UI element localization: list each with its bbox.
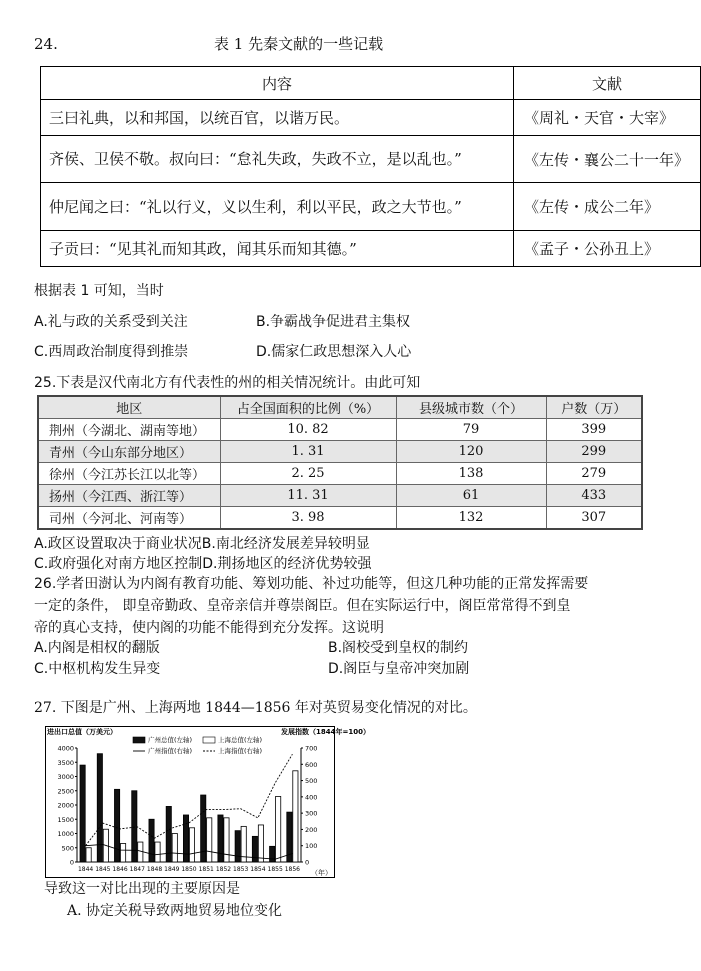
chart-bar-shanghai (189, 828, 194, 862)
q24-option-d[interactable]: D.儒家仁政思想深入人心 (256, 344, 412, 360)
chart-bar-shanghai (172, 834, 177, 863)
table1-header-source: 文献 (514, 67, 701, 100)
q26-stem-line2: 一定的条件， 即皇帝勤政、皇帝亲信并尊崇阁臣。但在实际运行中，阁臣常常得不到皇 (34, 598, 571, 614)
chart-right-tick-label: 500 (305, 777, 318, 786)
q26-option-d[interactable]: D.阁臣与皇帝冲突加剧 (328, 661, 470, 677)
chart-left-tick-label: 1000 (57, 830, 74, 838)
table-row (41, 136, 701, 183)
table25-header: 县级城市数（个） (396, 396, 546, 419)
q25-stem: 25.下表是汉代南北方有代表性的州的相关情况统计。由此可知 (34, 375, 421, 391)
chart-left-tick-label: 3000 (57, 773, 74, 781)
chart-legend-label: 上海指值(右轴) (218, 747, 263, 755)
q26-stem-line1: 26.学者田澍认为内阁有教育功能、筹划功能、补过功能等，但这几种功能的正常发挥需要 (34, 576, 589, 592)
chart-bar-shanghai (258, 825, 263, 862)
chart-x-tick-label: 1847 (129, 866, 145, 873)
chart-right-tick-label: 100 (305, 842, 318, 851)
q25-options-line2 (34, 554, 371, 574)
chart-left-tick-label: 2000 (57, 801, 74, 810)
chart-left-tick-label: 1500 (57, 815, 74, 824)
table-row (38, 463, 642, 485)
table25-cell: 120 (396, 441, 546, 463)
q26-option-c[interactable]: C.中枢机构发生异变 (34, 661, 161, 677)
q26-stem-line3: 帝的真心支持，使内阁的功能不能得到充分发挥。这说明 (34, 620, 384, 636)
table1-cell-content: 仲尼闻之曰：“礼以行义，义以生利，利以平民，政之大节也。” (41, 183, 514, 231)
q25-options-line1 (34, 534, 370, 554)
q25-option-c[interactable]: C.政府强化对南方地区控制 (34, 556, 203, 572)
chart-right-tick-label: 300 (305, 809, 318, 818)
chart-x-axis-title: （年） (311, 869, 332, 877)
table1-cell-content: 齐侯、卫侯不敬。叔向曰：“怠礼失政，失政不立，是以乱也。” (41, 136, 514, 183)
table25-cell: 青州（今山东部分地区） (38, 441, 220, 463)
chart-x-tick-label: 1851 (198, 866, 214, 873)
q25-option-b[interactable]: B.南北经济发展差异较明显 (201, 536, 370, 552)
chart-x-tick-label: 1846 (112, 866, 128, 873)
q24-option-a[interactable]: A.礼与政的关系受到关注 (34, 314, 188, 330)
chart-left-axis-title: 进出口总值（万美元） (47, 728, 117, 736)
chart-legend-label: 上海总值(左轴) (218, 736, 263, 744)
q25-option-a[interactable]: A.政区设置取决于商业状况 (34, 536, 202, 552)
table1-cell-source: 《左传・襄公二十一年》 (514, 136, 701, 183)
chart-right-tick-label: 200 (305, 825, 318, 834)
q25-option-d[interactable]: D.荆扬地区的经济优势较强 (202, 556, 372, 572)
q24-option-c[interactable]: C.西周政治制度得到推崇 (34, 344, 189, 360)
table-row (41, 231, 701, 267)
chart-x-tick-label: 1855 (267, 866, 283, 873)
table25-cell: 138 (396, 463, 546, 485)
table1-caption: 表 1 先秦文献的一些记载 (214, 35, 384, 53)
table1-cell-content: 子贡曰：“见其礼而知其政，闻其乐而知其德。” (41, 231, 514, 267)
chart-legend-swatch (203, 737, 215, 743)
table1-header-content: 内容 (41, 67, 514, 100)
table25-cell: 3. 98 (220, 507, 396, 530)
chart-right-axis-title: 发展指数（1844年=100） (281, 728, 370, 736)
table25-cell: 399 (546, 419, 642, 441)
chart-bar-guangzhou (218, 815, 223, 862)
table25-header: 户数（万） (546, 396, 642, 419)
chart-bar-guangzhou (270, 846, 275, 862)
chart-bar-shanghai (120, 843, 125, 862)
chart-x-tick-label: 1853 (233, 866, 249, 873)
chart-legend-label: 广州指值(右轴) (148, 747, 193, 755)
chart-bar-shanghai (276, 796, 281, 862)
table-row (38, 441, 642, 463)
trade-chart (45, 726, 370, 878)
chart-bar-guangzhou (132, 791, 137, 862)
table25-header-row (38, 396, 642, 419)
chart-x-tick-label: 1854 (250, 866, 266, 873)
chart-bar-guangzhou (97, 754, 102, 862)
table25-cell: 徐州（今江苏长江以北等） (38, 463, 220, 485)
q27-option-a[interactable]: A. 协定关税导致两地贸易地位变化 (67, 903, 283, 919)
chart-right-tick-label: 400 (305, 793, 318, 802)
chart-right-tick-label: 600 (305, 760, 318, 769)
table1 (40, 66, 701, 267)
table25-cell: 79 (396, 419, 546, 441)
table1-header-row (41, 67, 701, 100)
table25-cell: 299 (546, 441, 642, 463)
table25-cell: 279 (546, 463, 642, 485)
chart-x-tick-label: 1844 (77, 866, 94, 873)
chart-bar-shanghai (155, 842, 160, 862)
table25-cell: 10. 82 (220, 419, 396, 441)
chart-right-tick-label: 700 (305, 744, 318, 753)
table-row (38, 485, 642, 507)
chart-bar-shanghai (207, 818, 212, 862)
chart-x-tick-label: 1852 (215, 866, 232, 873)
q27-after-text: 导致这一对比出现的主要原因是 (44, 881, 240, 897)
chart-bar-guangzhou (149, 819, 154, 862)
table1-cell-content: 三曰礼典，以和邦国，以统百官，以谐万民。 (41, 100, 514, 136)
chart-x-tick-label: 1849 (164, 866, 180, 873)
chart-left-tick-label: 500 (61, 844, 74, 853)
chart-x-tick-label: 1848 (146, 866, 163, 873)
q26-option-a[interactable]: A.内阁是相权的翻版 (34, 640, 160, 656)
table25-header: 占全国面积的比例（%） (220, 396, 396, 419)
chart-legend-swatch (133, 737, 145, 743)
chart-right-tick-label: 0 (305, 858, 310, 867)
chart-bar-shanghai (224, 818, 229, 862)
chart-bar-shanghai (86, 848, 91, 862)
table25-cell: 433 (546, 485, 642, 507)
table25-cell: 司州（今河北、河南等） (38, 507, 220, 530)
chart-bar-guangzhou (80, 765, 85, 862)
table1-cell-source: 《孟子・公孙丑上》 (514, 231, 701, 267)
table25-cell: 2. 25 (220, 463, 396, 485)
table25-cell: 荆州（今湖北、湖南等地） (38, 419, 220, 441)
table25-cell: 扬州（今江西、浙江等） (38, 485, 220, 507)
table25 (37, 395, 643, 530)
chart-x-tick-label: 1856 (284, 866, 301, 873)
table25-cell: 1. 31 (220, 441, 396, 463)
table25-cell: 11. 31 (220, 485, 396, 507)
q27-stem: 27. 下图是广州、上海两地 1844—1856 年对英贸易变化情况的对比。 (34, 700, 477, 716)
chart-bar-guangzhou (183, 815, 188, 862)
q24-number: 24. (34, 35, 58, 53)
q26-option-b[interactable]: B.阁校受到皇权的制约 (328, 640, 469, 656)
table-row (38, 419, 642, 441)
chart-x-tick-label: 1845 (95, 866, 111, 873)
q24-option-b[interactable]: B.争霸战争促进君主集权 (256, 314, 411, 330)
table25-cell: 61 (396, 485, 546, 507)
chart-bar-guangzhou (114, 789, 119, 862)
table25-cell: 307 (546, 507, 642, 530)
chart-bar-guangzhou (235, 831, 240, 862)
q24-stem: 根据表 1 可知，当时 (34, 283, 164, 299)
chart-left-tick-label: 0 (69, 858, 74, 867)
table25-cell: 132 (396, 507, 546, 530)
table-row (41, 183, 701, 231)
table1-cell-source: 《左传・成公二年》 (514, 183, 701, 231)
chart-left-tick-label: 4000 (57, 744, 74, 753)
chart-legend-label: 广州总值(左轴) (148, 736, 193, 744)
chart-bar-shanghai (293, 771, 298, 862)
chart-x-tick-label: 1850 (181, 866, 197, 873)
table-row (38, 507, 642, 530)
table1-cell-source: 《周礼・天官・大宰》 (514, 100, 701, 136)
table25-header: 地区 (38, 396, 220, 419)
chart-left-tick-label: 3500 (57, 758, 74, 767)
table-row (41, 100, 701, 136)
chart-left-tick-label: 2500 (57, 787, 74, 796)
